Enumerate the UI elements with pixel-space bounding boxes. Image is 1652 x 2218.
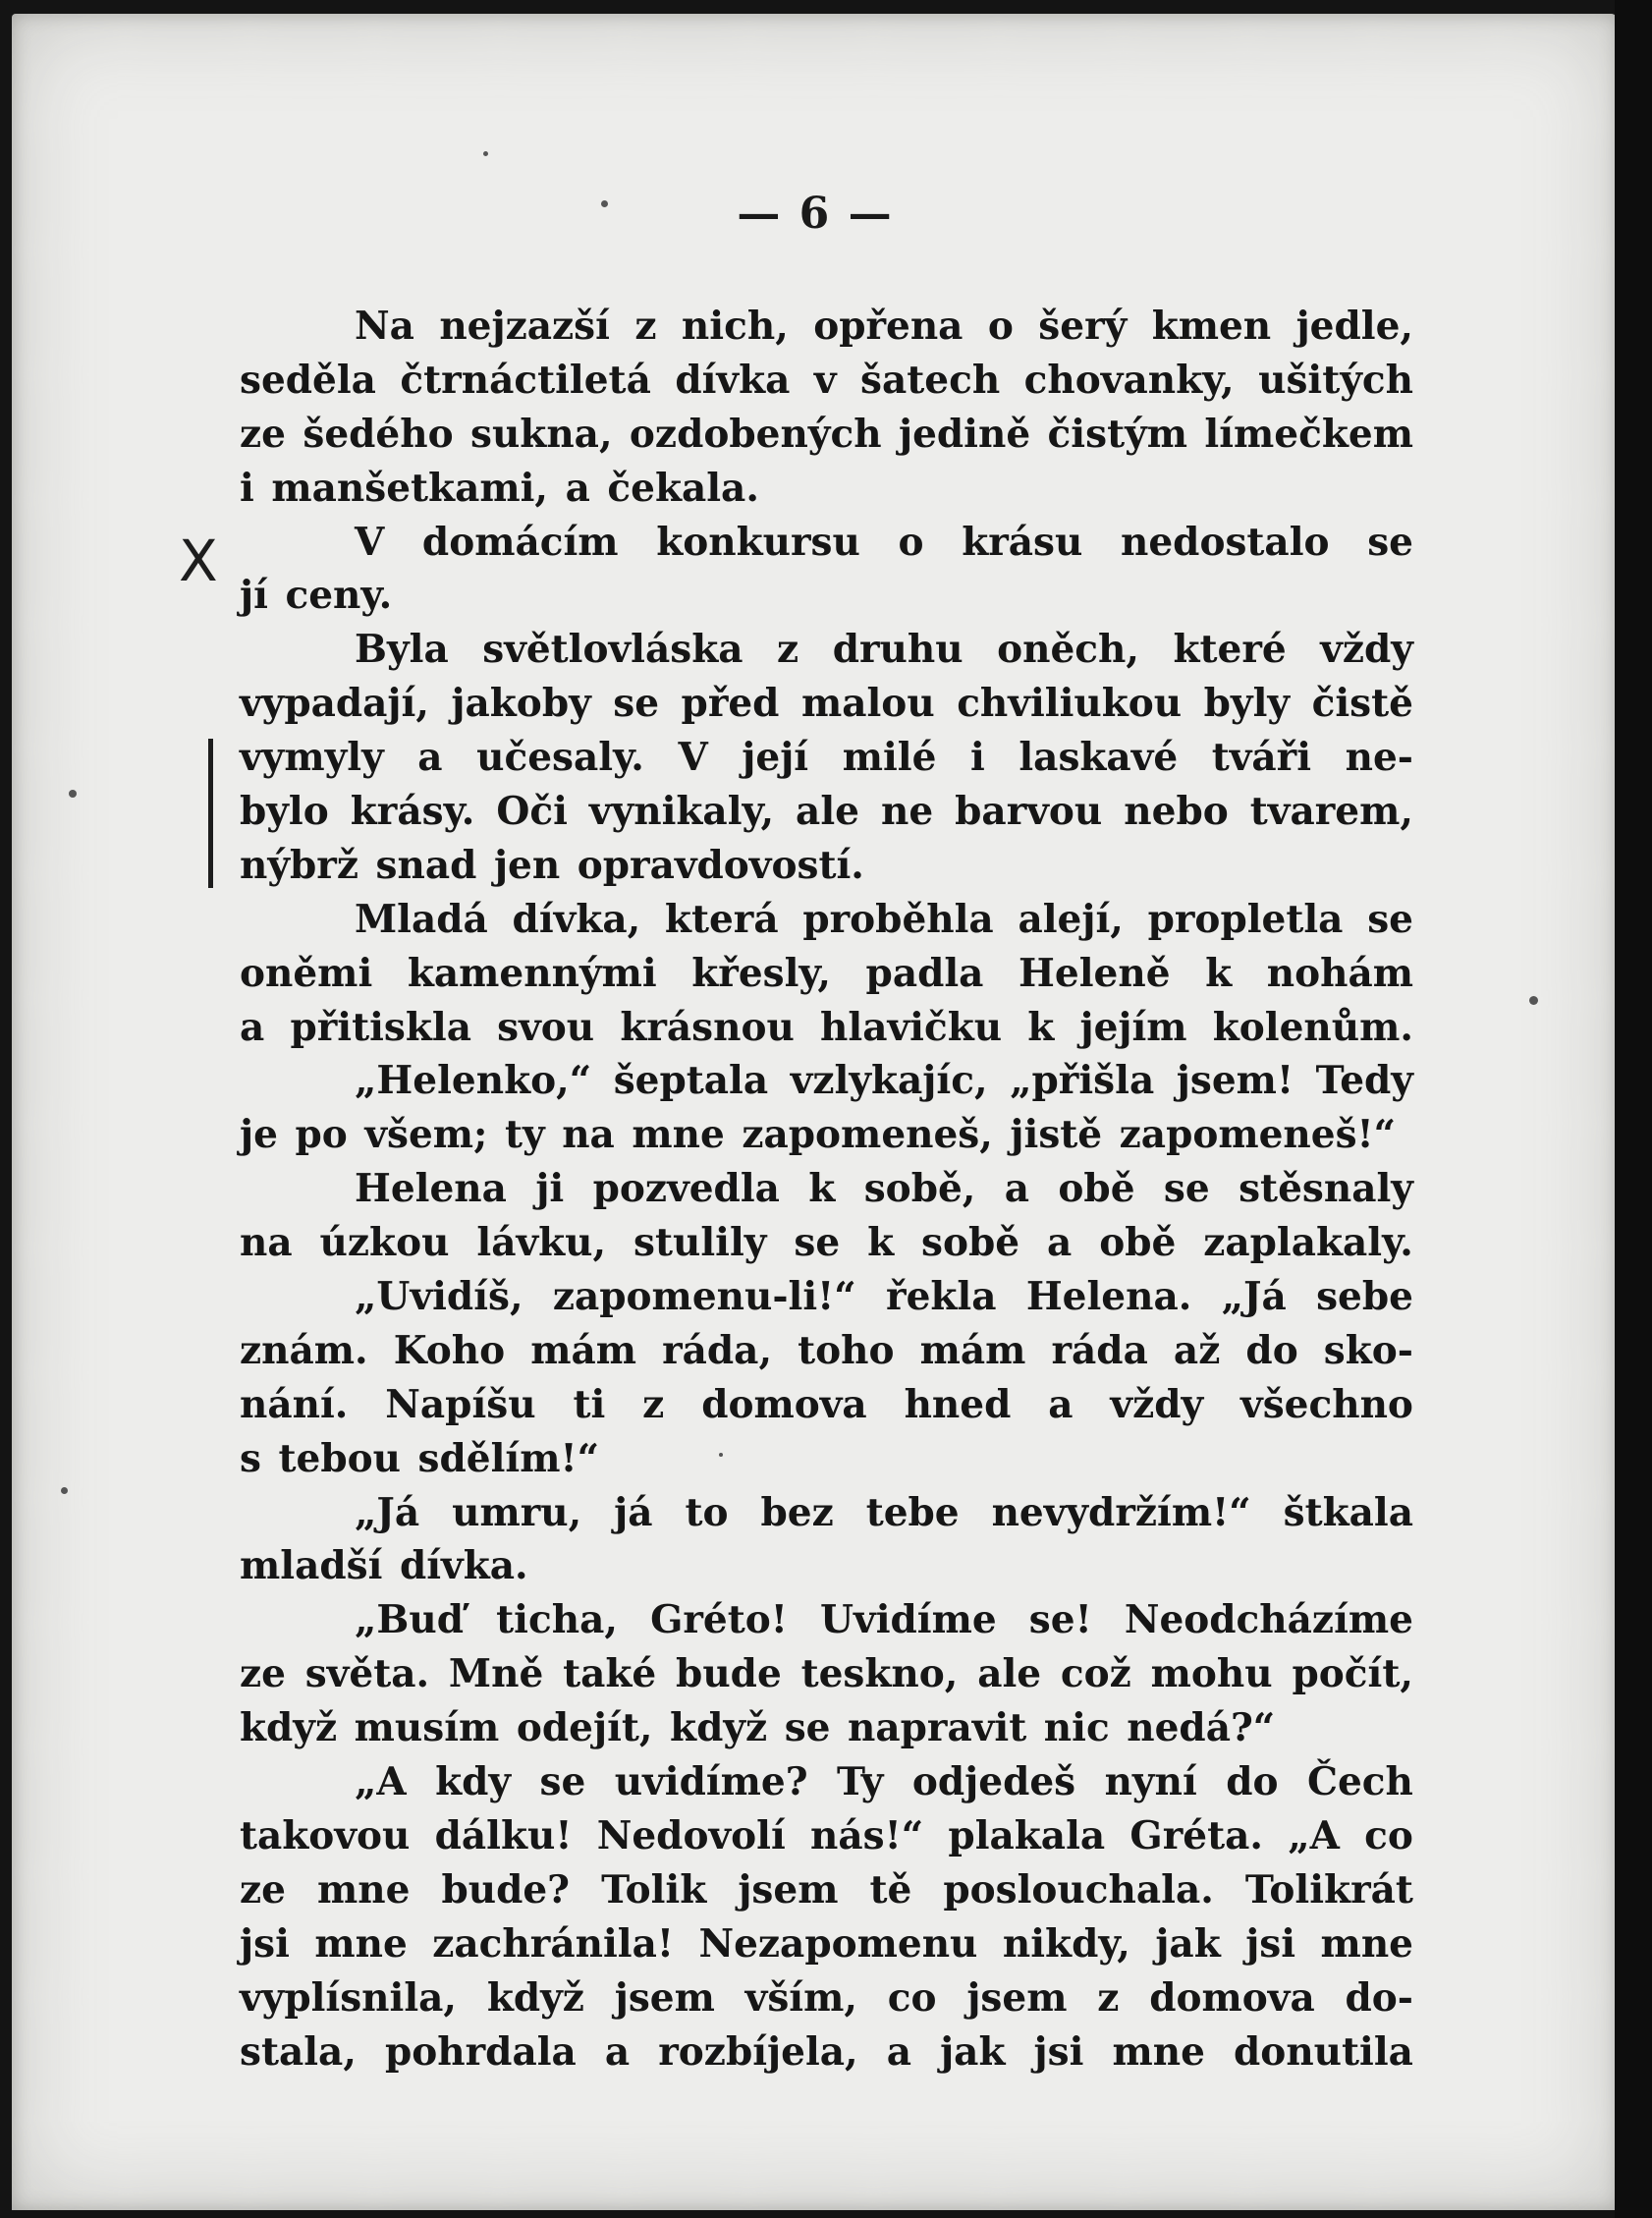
word: se [539,1759,586,1805]
word: tebe [865,1489,960,1535]
word: vždy [1110,1381,1204,1427]
word: k [1205,950,1233,996]
word: Mladá [355,896,488,942]
word: úzkou [319,1220,450,1266]
word: vyplísnila, [240,1974,458,2021]
word: byly [1203,681,1291,727]
word: rozbíjela, [658,2028,858,2075]
word: štkala [1283,1489,1413,1535]
word: tě [869,1866,912,1913]
word: bude? [441,1866,571,1913]
word: dálku! [434,1812,573,1858]
word: mne [314,1920,408,1967]
word: šerý [1038,304,1128,349]
word: oněch, [997,627,1139,673]
word: oněmi [240,950,373,996]
word: Na [355,304,414,349]
word: jak [1155,1920,1221,1967]
word: když [670,1705,768,1751]
text-line [240,1917,1413,1971]
word: plakala [948,1812,1106,1858]
text-line [240,569,1413,623]
word: druhu [832,627,964,673]
print-speck [61,1487,68,1494]
word: Koho [393,1327,506,1373]
word: Tedy [1315,1058,1413,1104]
word: teskno, [800,1651,959,1697]
word: ticha, [496,1597,618,1643]
word: sobě [921,1220,1020,1266]
word: Tolikrát [1244,1866,1413,1913]
word: se [794,1220,841,1266]
word: jí [240,573,268,619]
word: a [604,2028,631,2075]
word: milé [842,735,937,781]
word: takovou [240,1812,411,1858]
page-number: — 6 — [737,189,894,239]
word: čekala. [607,465,759,511]
word: ji [535,1166,565,1212]
text-line [240,516,1413,570]
word: ne [880,789,934,835]
word: Neodcházíme [1124,1597,1413,1643]
word: s [240,1435,261,1481]
word: hlavičku [820,1004,1003,1050]
word: k [1027,1004,1055,1050]
word: po [295,1112,348,1158]
word: nic [1043,1705,1110,1751]
text-line [240,1863,1413,1917]
word: odjedeš [911,1759,1076,1805]
word: co [887,1974,937,2021]
body-text [240,300,1413,2079]
word: jsi [1245,1920,1296,1967]
word: hned [904,1381,1012,1427]
word: lávku, [476,1220,607,1266]
word: krásnou [620,1004,795,1050]
word: co [1364,1812,1413,1858]
word: „Uvidíš, [355,1274,523,1320]
word: zapomenu-li!“ [552,1274,856,1320]
word: čistě [1311,681,1413,727]
book-page [12,14,1619,2210]
word: se [784,1705,831,1751]
word: šedého [303,411,454,457]
word: nikdy, [1002,1920,1130,1967]
word: nebo [1124,789,1229,835]
word: sdělím!“ [417,1435,600,1481]
word: propletla [1147,896,1344,942]
word: konkursu [656,519,860,565]
print-speck [601,200,608,207]
word: Oči [496,789,568,835]
word: k [867,1220,895,1266]
text-line [240,462,1413,516]
word: což [1060,1651,1131,1697]
word: o [898,519,924,565]
word: „Buď [355,1597,465,1643]
word: Nedovolí [596,1812,786,1858]
word: se [1163,1166,1210,1212]
word: laskavé [1019,735,1179,781]
word: stěsnaly [1239,1166,1413,1212]
word: jedle, [1295,304,1413,349]
word: řekla [886,1274,997,1320]
word: a [886,2028,911,2075]
word: a [417,735,443,781]
text-line [240,947,1413,1001]
word: ti [573,1381,606,1427]
word: ty [504,1112,545,1158]
word: padla [865,950,984,996]
word: V [355,519,385,565]
text-line [240,1162,1413,1216]
word: vším, [744,1974,857,2021]
word: jejím [1079,1004,1187,1050]
word: chovanky, [1023,357,1235,403]
word: tváři [1211,735,1312,781]
text-line [240,1539,1413,1593]
word: stulily [633,1220,767,1266]
word: kdy [435,1759,512,1805]
word: „Já [1221,1274,1287,1320]
word: dívka, [512,896,641,942]
word: Čech [1306,1759,1413,1805]
word: jen [493,842,561,888]
word: proběhla [802,896,994,942]
text-line [240,731,1413,785]
word: která [664,896,779,942]
word: Nezapomenu [698,1920,978,1967]
word: sukna, [469,411,613,457]
word: světlovláska [482,627,743,673]
word: světa. [304,1651,430,1697]
word: alejí, [1018,896,1124,942]
word: zapomeneš, [742,1112,993,1158]
word: odejít, [516,1705,653,1751]
print-speck [1529,996,1538,1005]
word: z [1097,1974,1120,2021]
word: barvou [955,789,1103,835]
word: ze [240,1866,286,1913]
word: a [1048,1381,1074,1427]
word: „A [1288,1812,1340,1858]
word: „Helenko,“ [355,1058,592,1104]
text-line [240,1593,1413,1647]
text-line [240,1001,1413,1055]
text-line [240,1432,1413,1486]
word: přitiskla [290,1004,471,1050]
word: jsem [738,1866,839,1913]
word: je [240,1112,278,1158]
word: se [1367,896,1413,942]
word: na [240,1220,293,1266]
word: Heleně [1019,950,1171,996]
word: čtrnáctiletá [400,357,651,403]
word: jistě [1010,1112,1103,1158]
word: mám [530,1327,637,1373]
word: umru, [452,1489,582,1535]
text-line [240,1809,1413,1863]
word: až [1173,1327,1221,1373]
word: se [613,681,660,727]
word: nedá?“ [1127,1705,1276,1751]
text-line [240,785,1413,839]
word: „přišla [1010,1058,1155,1104]
text-line [240,839,1413,893]
margin-bar-mark [208,739,213,888]
word: jsem [966,1974,1068,2021]
word: manšetkami, [271,465,549,511]
word: z [777,627,799,673]
word: seděla [240,357,376,403]
word: nyní [1104,1759,1197,1805]
word: Mně [448,1651,544,1697]
word: ráda [1051,1327,1148,1373]
text-line [240,1216,1413,1270]
word: kolenům. [1212,1004,1413,1050]
word: její [742,735,809,781]
word: nevydržím!“ [991,1489,1251,1535]
word: do- [1345,1974,1413,2021]
word: Helena [355,1166,507,1212]
word: nání. [240,1381,349,1427]
word: límečkem [1204,411,1413,457]
word: sobě, [863,1166,976,1212]
word: mne [1112,2028,1205,2075]
word: mladší [240,1543,383,1589]
word: čistým [1047,411,1188,457]
word: z [634,304,657,349]
word: ze [240,1651,286,1697]
word: na [562,1112,615,1158]
word: a [240,1004,265,1050]
word: do [1245,1327,1298,1373]
word: tvarem, [1249,789,1413,835]
word: mne [317,1866,411,1913]
word: křesly, [691,950,831,996]
word: znám. [240,1327,368,1373]
word: uvidíme? [614,1759,808,1805]
word: Helena. [1025,1274,1192,1320]
word: učesaly. [476,735,644,781]
word: nedostalo [1121,519,1330,565]
word: snad [375,842,477,888]
word: krásu [962,519,1083,565]
text-line [240,1378,1413,1432]
word: všechno [1240,1381,1413,1427]
word: mohu [1150,1651,1273,1697]
text-line [240,1486,1413,1540]
text-line [240,623,1413,677]
print-speck [719,1453,723,1457]
word: ze [240,411,286,457]
word: Uvidíme [820,1597,997,1643]
word: ale [796,789,859,835]
text-line [240,1971,1413,2025]
word: zapomeneš!“ [1119,1112,1397,1158]
word: mne [632,1112,725,1158]
word: jsem! [1176,1058,1294,1104]
word: vymyly [240,735,384,781]
word: ceny. [285,573,393,619]
word: ale [977,1651,1042,1697]
word: jak [940,2028,1006,2075]
word: zaplakaly. [1203,1220,1413,1266]
word: krásy. [350,789,475,835]
print-speck [69,790,77,798]
word: bylo [240,789,329,835]
word: i [969,735,985,781]
word: pozvedla [592,1166,780,1212]
text-line [240,1701,1413,1755]
word: pohrdala [384,2028,577,2075]
word: ráda, [662,1327,773,1373]
word: Byla [355,627,449,673]
word: donutila [1234,2028,1413,2075]
text-line [240,2025,1413,2079]
text-line [240,354,1413,408]
word: dívka [675,357,791,403]
word: opřena [813,304,964,349]
word: svou [497,1004,595,1050]
word: ozdobených [629,411,882,457]
word: malou [800,681,935,727]
word: mne [1320,1920,1413,1967]
text-line [240,893,1413,947]
word: a [1004,1166,1030,1212]
word: také [563,1651,657,1697]
word: k [808,1166,836,1212]
word: jakoby [451,681,591,727]
word: dívka. [399,1543,528,1589]
word: tebou [278,1435,401,1481]
word: jedině [898,411,1031,457]
word: se [1367,519,1413,565]
word: bude [676,1651,782,1697]
word: domova [701,1381,867,1427]
word: obě [1058,1166,1135,1212]
word: vynikaly, [588,789,775,835]
word: chviliukou [957,681,1183,727]
word: šeptala [613,1058,769,1104]
word: vzlykajíc, [790,1058,988,1104]
word: nohám [1266,950,1413,996]
word: a [565,465,590,511]
word: ušitých [1258,357,1413,403]
text-line [240,1270,1413,1324]
word: ne- [1345,735,1413,781]
word: obě [1099,1220,1177,1266]
word: všem; [364,1112,488,1158]
word: před [681,681,780,727]
word: a [1047,1220,1073,1266]
word: „Já [355,1489,420,1535]
word: stala, [240,2028,357,2075]
page-spine-shadow [1615,0,1652,2218]
word: v [813,357,837,403]
print-speck [483,151,488,156]
word: Tolik [601,1866,707,1913]
text-line [240,677,1413,731]
word: domácím [421,519,619,565]
margin-x-mark: X [179,527,218,594]
word: kmen [1151,304,1272,349]
text-line [240,1755,1413,1809]
word: z [642,1381,665,1427]
word: šatech [860,357,1001,403]
word: jsem [614,1974,715,2021]
word: o [987,304,1014,349]
text-line [240,1647,1413,1701]
word: já [614,1489,653,1535]
word: bez [760,1489,834,1535]
word: to [685,1489,729,1535]
word: nich, [681,304,789,349]
text-line [240,300,1413,354]
word: vždy [1320,627,1413,673]
word: musím [354,1705,500,1751]
word: které [1173,627,1287,673]
word: „A [355,1759,407,1805]
word: nás!“ [810,1812,924,1858]
word: zachránila! [432,1920,674,1967]
word: jsi [240,1920,290,1967]
word: V [678,735,708,781]
word: počít, [1292,1651,1413,1697]
word: poslouchala. [943,1866,1214,1913]
word: domova [1149,1974,1315,2021]
text-line [240,1324,1413,1378]
word: sebe [1316,1274,1413,1320]
word: když [486,1974,584,2021]
word: mám [919,1327,1026,1373]
word: se! [1028,1597,1092,1643]
word: Gréta. [1129,1812,1263,1858]
word: jsi [1033,2028,1084,2075]
word: Napíšu [385,1381,536,1427]
word: napravit [848,1705,1027,1751]
word: i [240,465,254,511]
text-line [240,408,1413,462]
word: do [1226,1759,1279,1805]
word: nýbrž [240,842,358,888]
text-line [240,1108,1413,1162]
word: vypadají, [240,681,429,727]
word: Ty [837,1759,884,1805]
word: toho [798,1327,895,1373]
word: když [240,1705,338,1751]
word: opravdovostí. [577,842,864,888]
word: Gréto! [650,1597,788,1643]
word: nejzazší [439,304,610,349]
text-line [240,1054,1413,1108]
word: sko- [1323,1327,1413,1373]
word: kamennými [407,950,657,996]
